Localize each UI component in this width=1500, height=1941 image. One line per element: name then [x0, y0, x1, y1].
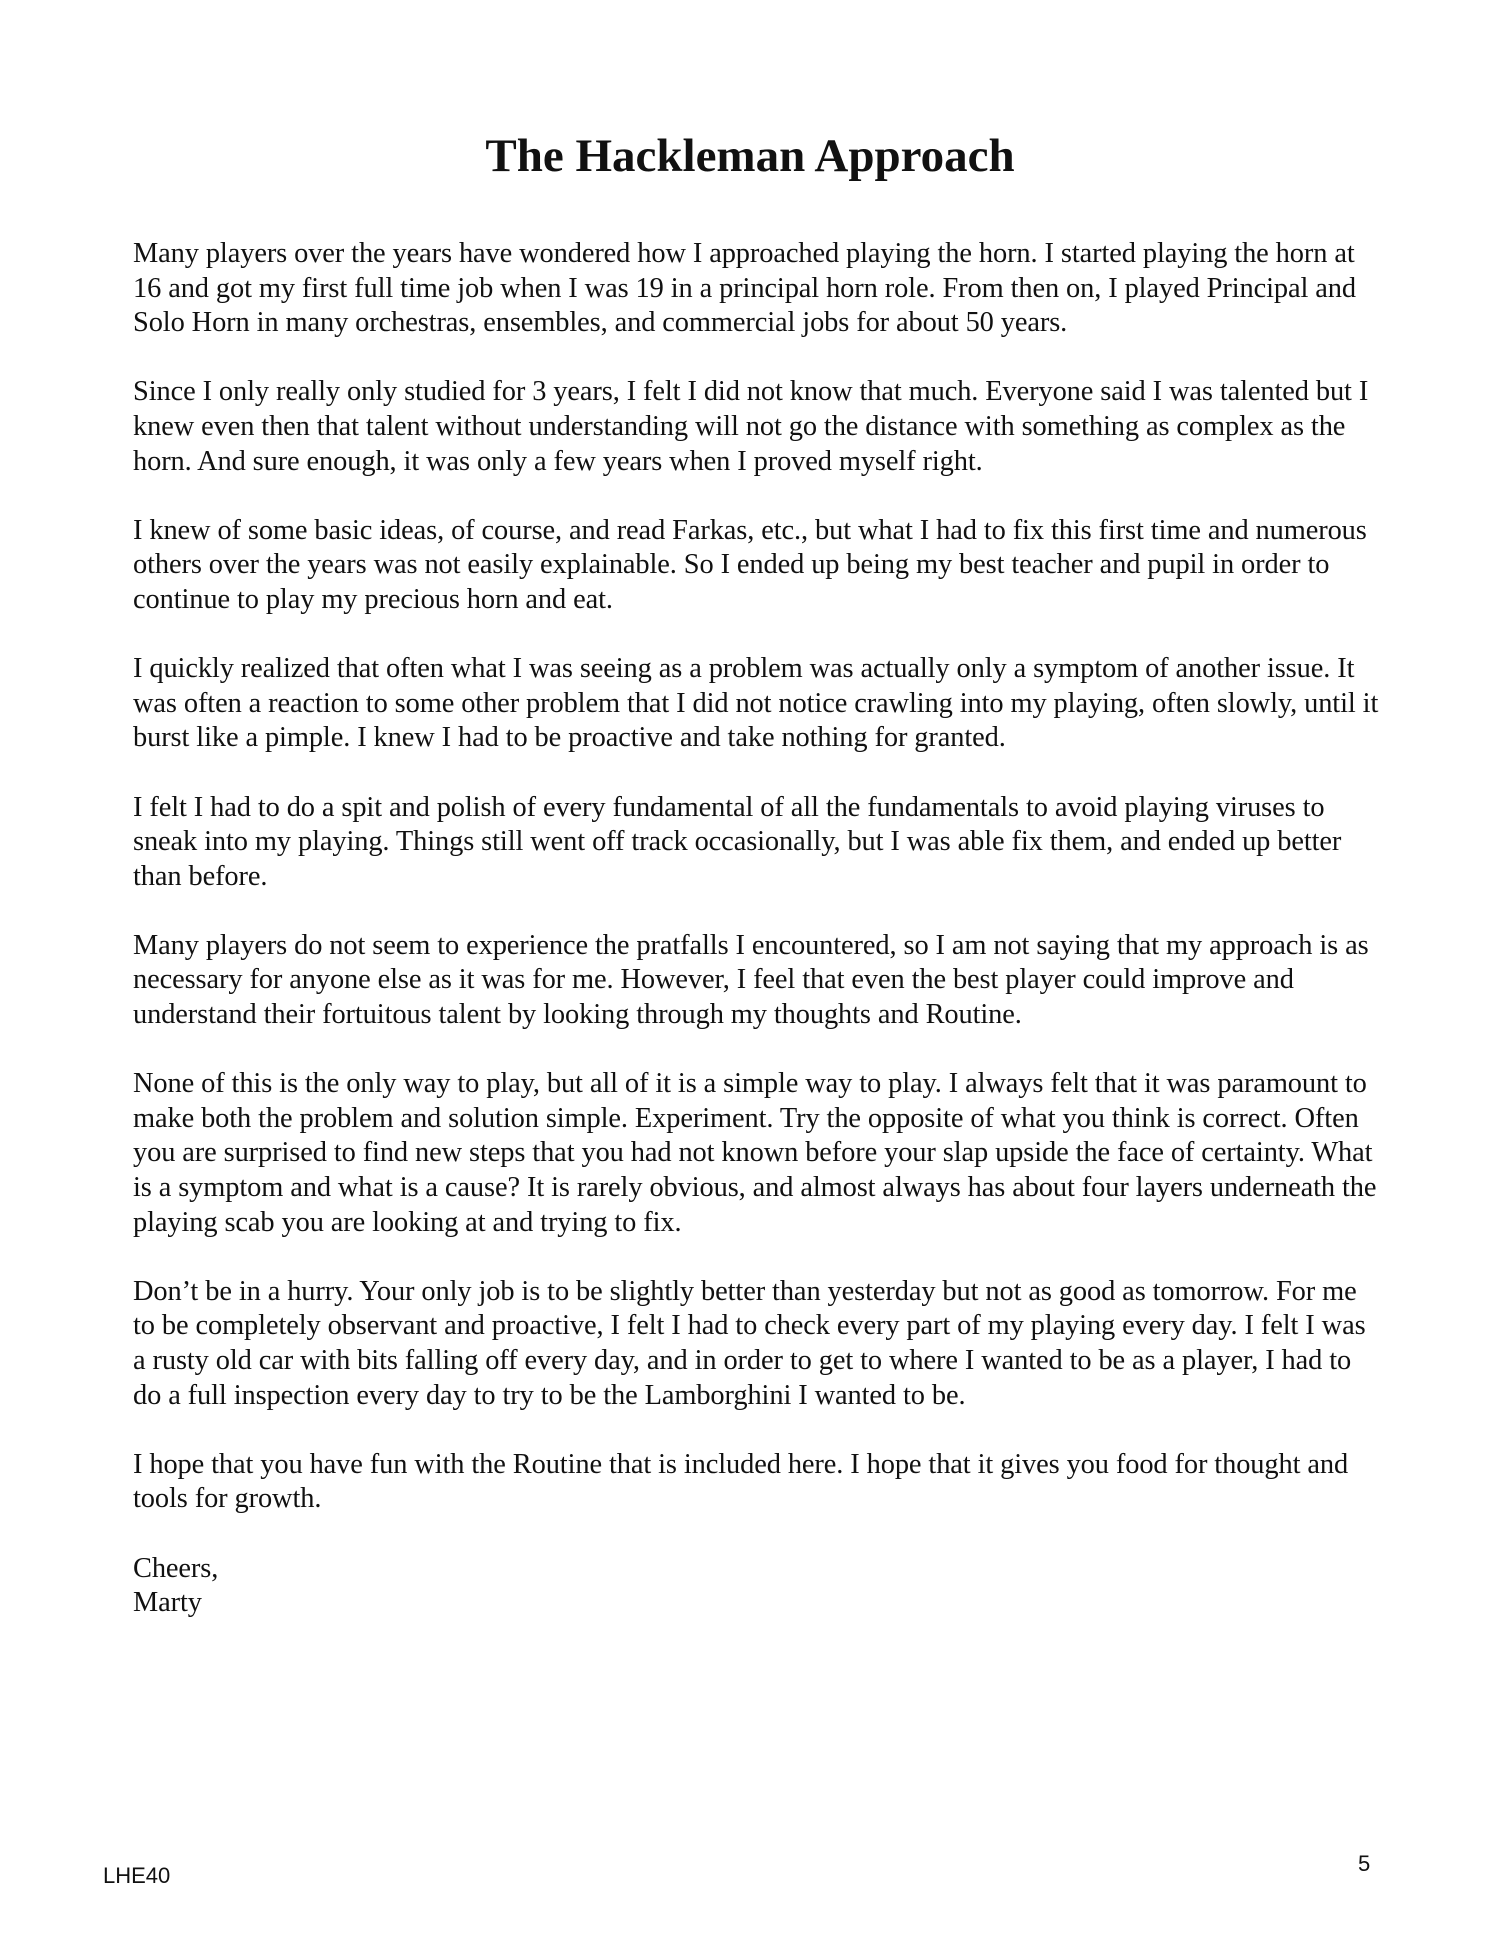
paragraph: None of this is the only way to play, but all of it is a simple way to play. I always felt that it was paramount to make both the problem and solution simple. Experiment. Try the opposite of what you think is correct. Often you are surprised to find new steps that you had not known before your slap upside the face of certainty. What is a symptom and what is a cause? It is rarely obvious, and almost always has about four layers underneath the playing scab you are looking at and trying to fix. [133, 1068, 1377, 1238]
footer-document-code: LHE40 [103, 1863, 171, 1888]
document-body [133, 237, 1383, 1621]
paragraph: I hope that you have fun with the Routine that is included here. I hope that it gives you food for thought and tools for growth. [133, 1448, 1349, 1515]
paragraph: I quickly realized that often what I was seeing as a problem was actually only a symptom of another issue. It was often a reaction to some other problem that I did not notice crawling into my playing, often slowly, until it burst like a pimple. I knew I had to be proactive and take nothing for granted. [133, 653, 1379, 754]
page-title: The Hackleman Approach [485, 130, 1015, 182]
signoff [133, 1552, 1383, 1621]
paragraph: Many players do not seem to experience the pratfalls I encountered, so I am not saying that my approach is as necessary for anyone else as it was for me. However, I feel that even the best player could improve and understand their fortuitous talent by looking through my thoughts and Routine. [133, 929, 1369, 1031]
paragraph: Since I only really only studied for 3 years, I felt I did not know that much. Everyone said I was talented but I knew even then that talent without understanding will not go the distance with something as complex as the horn. And sure enough, it was only a few years when I proved myself right. [133, 376, 1369, 477]
paragraph: Many players over the years have wondered how I approached playing the horn. I started playing the horn at 16 and got my first full time job when I was 19 in a principal horn role. From then on, I played Principal and Solo Horn in many orchestras, ensembles, and commercial jobs for about 50 years. [133, 238, 1356, 339]
signature: Marty [133, 1587, 202, 1619]
page-number: 5 [1358, 1851, 1371, 1876]
paragraph: I felt I had to do a spit and polish of every fundamental of all the fundamentals to avoid playing viruses to sneak into my playing. Things still went off track occasionally, but I was able fix them, and ended up better than before. [133, 791, 1342, 892]
closing-line: Cheers, [133, 1552, 219, 1584]
paragraph: Don’t be in a hurry. Your only job is to be slightly better than yesterday but not as good as tomorrow. For me to be completely observant and proactive, I felt I had to check every part of my playing every day. I felt I was a rusty old car with bits falling off every day, and in order to get to where I wanted to be as a player, I had to do a full inspection every day to try to be the Lamborghini I wanted to be. [133, 1275, 1366, 1411]
paragraph: I knew of some basic ideas, of course, and read Farkas, etc., but what I had to fix this first time and numerous others over the years was not easily explainable. So I ended up being my best teacher and pupil in order to continue to play my precious horn and eat. [133, 514, 1367, 615]
